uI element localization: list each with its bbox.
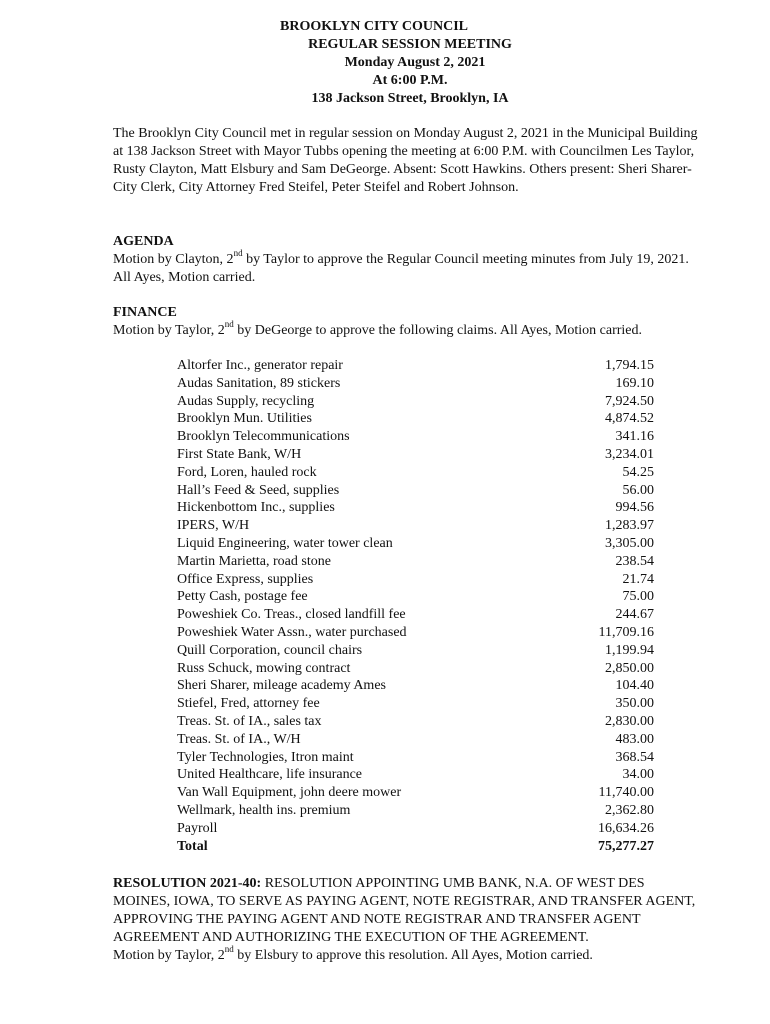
claim-amount: 11,740.00 bbox=[598, 785, 654, 801]
resolution-title: RESOLUTION 2021-40: bbox=[113, 876, 262, 891]
claim-row bbox=[177, 535, 654, 553]
claim-row bbox=[177, 677, 654, 695]
claim-vendor: Liquid Engineering, water tower clean bbox=[177, 535, 393, 551]
claim-vendor: Brooklyn Mun. Utilities bbox=[177, 411, 312, 427]
claim-amount: 2,362.80 bbox=[605, 802, 654, 818]
claim-vendor: Stiefel, Fred, attorney fee bbox=[177, 696, 320, 712]
claim-vendor: Brooklyn Telecommunications bbox=[177, 429, 350, 445]
intro-paragraph: The Brooklyn City Council met in regular session on Monday August 2, 2021 in the Municipal Building at 138 Jackson Street with Mayor Tubbs opening the meeting at 6:00 P.M. with Councilmen Les Taylor, Rusty Clayton, Matt Elsbury and Sam DeGeorge. Absent: Scott Hawkins. Others present: Sheri Sharer-City Clerk, City Attorney Fred Steifel, Peter Steifel and Robert Johnson. bbox=[113, 126, 698, 195]
meeting-address: 138 Jackson Street, Brooklyn, IA bbox=[311, 91, 509, 106]
claim-vendor: United Healthcare, life insurance bbox=[177, 767, 363, 783]
claim-row bbox=[177, 749, 654, 767]
claim-row bbox=[177, 713, 654, 731]
claim-row bbox=[177, 428, 654, 446]
claim-vendor: Treas. St. of IA., W/H bbox=[177, 731, 301, 747]
claim-amount: 56.00 bbox=[622, 482, 654, 498]
claim-row bbox=[177, 624, 654, 642]
claim-row bbox=[177, 802, 654, 820]
resolution-body: RESOLUTION APPOINTING UMB BANK, N.A. OF WEST DES MOINES, IOWA, TO SERVE AS PAYING AGENT, NOTE REGISTRAR, AND TRANSFER AGENT, APPROVING THE PAYING AGENT AND NOTE REGISTRAR AND TRANSFER AGENT AGREEMENT AND AUTHORIZING THE EXECUTION OF THE AGREEMENT. bbox=[113, 876, 696, 945]
claim-vendor: Russ Schuck, mowing contract bbox=[177, 660, 351, 676]
agenda-heading: AGENDA bbox=[113, 234, 174, 249]
claim-row bbox=[177, 499, 654, 517]
meeting-time: At 6:00 P.M. bbox=[372, 73, 448, 88]
finance-motion: Motion by Taylor, 2nd by DeGeorge to approve the following claims. All Ayes, Motion carried. bbox=[113, 319, 643, 338]
claim-amount: 3,305.00 bbox=[605, 535, 654, 551]
finance-heading: FINANCE bbox=[113, 305, 177, 320]
claim-amount: 1,794.15 bbox=[605, 358, 654, 373]
claim-row bbox=[177, 660, 654, 678]
claim-row bbox=[177, 766, 654, 784]
agenda-section bbox=[113, 233, 703, 287]
claim-amount: 994.56 bbox=[615, 500, 654, 516]
resolution-motion: Motion by Taylor, 2nd by Elsbury to approve this resolution. All Ayes, Motion carried. bbox=[113, 944, 593, 963]
claim-vendor: Hickenbottom Inc., supplies bbox=[177, 500, 335, 516]
claim-vendor: Petty Cash, postage fee bbox=[177, 589, 308, 605]
claim-row bbox=[177, 446, 654, 464]
claim-vendor: Hall’s Feed & Seed, supplies bbox=[177, 482, 340, 498]
claim-row bbox=[177, 375, 654, 393]
claim-vendor: Wellmark, health ins. premium bbox=[177, 802, 351, 818]
claim-amount: 483.00 bbox=[615, 731, 654, 747]
claim-row bbox=[177, 642, 654, 660]
claim-row bbox=[177, 784, 654, 802]
claim-row bbox=[177, 357, 654, 375]
claim-row bbox=[177, 820, 654, 838]
claim-vendor: First State Bank, W/H bbox=[177, 446, 302, 462]
claim-vendor: Treas. St. of IA., sales tax bbox=[177, 713, 322, 729]
claim-row bbox=[177, 517, 654, 535]
claim-vendor: Martin Marietta, road stone bbox=[177, 553, 331, 569]
claim-amount: 1,283.97 bbox=[605, 518, 654, 534]
claim-vendor: Sheri Sharer, mileage academy Ames bbox=[177, 678, 386, 694]
meeting-header bbox=[0, 18, 770, 108]
claim-row bbox=[177, 695, 654, 713]
claim-row bbox=[177, 588, 654, 606]
total-amount: 75,277.27 bbox=[598, 838, 654, 854]
claim-amount: 75.00 bbox=[622, 589, 654, 605]
session-title: REGULAR SESSION MEETING bbox=[308, 37, 512, 52]
claim-amount: 238.54 bbox=[615, 553, 654, 569]
agenda-motion: Motion by Clayton, 2nd by Taylor to approve the Regular Council meeting minutes from July 19, 2021. All Ayes, Motion carried. bbox=[113, 248, 689, 285]
claim-amount: 169.10 bbox=[615, 375, 654, 391]
claim-vendor: Payroll bbox=[177, 820, 218, 836]
claim-row bbox=[177, 393, 654, 411]
claim-vendor: Tyler Technologies, Itron maint bbox=[177, 749, 354, 765]
claim-vendor: Poweshiek Water Assn., water purchased bbox=[177, 624, 407, 640]
claim-amount: 7,924.50 bbox=[605, 393, 654, 409]
claim-row bbox=[177, 606, 654, 624]
claims-list bbox=[177, 357, 654, 855]
claim-amount: 3,234.01 bbox=[605, 446, 654, 462]
meeting-date: Monday August 2, 2021 bbox=[344, 55, 486, 70]
council-name: BROOKLYN CITY COUNCIL bbox=[280, 19, 468, 34]
claim-row bbox=[177, 410, 654, 428]
claim-vendor: Audas Supply, recycling bbox=[177, 393, 315, 409]
claim-row bbox=[177, 731, 654, 749]
claim-amount: 1,199.94 bbox=[605, 642, 654, 658]
claim-amount: 21.74 bbox=[622, 571, 654, 587]
resolution-section bbox=[113, 875, 703, 965]
claim-amount: 2,850.00 bbox=[605, 660, 654, 676]
claims-total-row bbox=[177, 838, 654, 856]
claim-vendor: Quill Corporation, council chairs bbox=[177, 642, 363, 658]
claim-amount: 11,709.16 bbox=[598, 624, 654, 640]
claim-row bbox=[177, 571, 654, 589]
claim-row bbox=[177, 482, 654, 500]
claim-amount: 368.54 bbox=[615, 749, 654, 765]
claim-vendor: Ford, Loren, hauled rock bbox=[177, 464, 317, 480]
claim-amount: 54.25 bbox=[622, 464, 654, 480]
claim-vendor: Poweshiek Co. Treas., closed landfill fee bbox=[177, 607, 406, 623]
total-label: Total bbox=[177, 838, 208, 854]
claim-row bbox=[177, 464, 654, 482]
claim-amount: 16,634.26 bbox=[598, 820, 654, 836]
claim-amount: 350.00 bbox=[615, 696, 654, 712]
claim-amount: 4,874.52 bbox=[605, 411, 654, 427]
claim-vendor: Office Express, supplies bbox=[177, 571, 314, 587]
claim-vendor: Audas Sanitation, 89 stickers bbox=[177, 375, 341, 391]
claim-amount: 34.00 bbox=[622, 767, 654, 783]
claim-amount: 104.40 bbox=[615, 678, 654, 694]
claim-amount: 244.67 bbox=[615, 607, 654, 623]
claim-vendor: IPERS, W/H bbox=[177, 518, 250, 534]
claim-amount: 341.16 bbox=[615, 429, 654, 445]
claim-amount: 2,830.00 bbox=[605, 713, 654, 729]
finance-section bbox=[113, 304, 713, 340]
claim-row bbox=[177, 553, 654, 571]
claim-vendor: Van Wall Equipment, john deere mower bbox=[177, 785, 402, 801]
claim-vendor: Altorfer Inc., generator repair bbox=[177, 358, 343, 373]
